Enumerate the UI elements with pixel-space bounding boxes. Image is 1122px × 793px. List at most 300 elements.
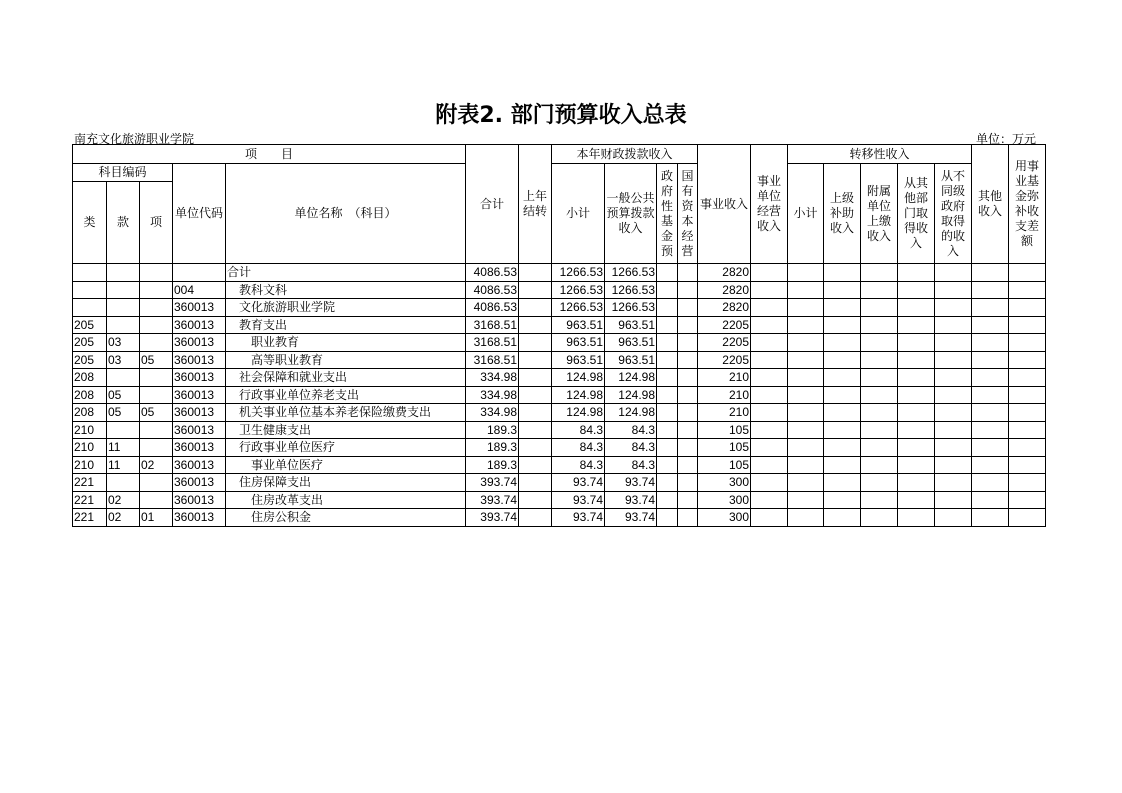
empty-cell bbox=[1009, 369, 1046, 387]
cell-fiscal-subtotal: 1266.53 bbox=[552, 264, 605, 282]
cell-kuan bbox=[107, 369, 140, 387]
empty-cell bbox=[935, 369, 972, 387]
cell-fiscal-subtotal: 963.51 bbox=[552, 351, 605, 369]
header-state-capital: 国有资本经营 bbox=[678, 164, 698, 264]
empty-cell bbox=[788, 474, 824, 492]
cell-total: 393.74 bbox=[466, 474, 519, 492]
empty-cell bbox=[935, 474, 972, 492]
cell-total: 4086.53 bbox=[466, 281, 519, 299]
table-row bbox=[73, 509, 1046, 527]
header-gov-fund: 政府性基金预 bbox=[657, 164, 678, 264]
cell-unit-code bbox=[173, 264, 226, 282]
empty-cell bbox=[898, 369, 935, 387]
cell-general-budget: 963.51 bbox=[605, 351, 657, 369]
cell-general-budget: 1266.53 bbox=[605, 281, 657, 299]
empty-cell bbox=[751, 439, 788, 457]
empty-cell bbox=[788, 264, 824, 282]
empty-cell bbox=[824, 456, 861, 474]
cell-gov-fund bbox=[657, 491, 678, 509]
cell-xiang: 05 bbox=[140, 404, 173, 422]
empty-cell bbox=[1009, 386, 1046, 404]
cell-gov-fund bbox=[657, 264, 678, 282]
empty-cell bbox=[788, 316, 824, 334]
cell-last-year-carry bbox=[519, 281, 552, 299]
cell-business-income: 300 bbox=[698, 491, 751, 509]
cell-kuan: 02 bbox=[107, 491, 140, 509]
header-operating-income: 事业单位经营收入 bbox=[751, 145, 788, 264]
empty-cell bbox=[1009, 351, 1046, 369]
cell-total: 334.98 bbox=[466, 386, 519, 404]
empty-cell bbox=[972, 351, 1009, 369]
cell-gov-fund bbox=[657, 281, 678, 299]
cell-state-capital bbox=[678, 439, 698, 457]
cell-gov-fund bbox=[657, 334, 678, 352]
cell-xiang bbox=[140, 316, 173, 334]
cell-kuan: 11 bbox=[107, 456, 140, 474]
cell-state-capital bbox=[678, 316, 698, 334]
cell-kuan bbox=[107, 474, 140, 492]
cell-gov-fund bbox=[657, 456, 678, 474]
header-xiang: 项 bbox=[140, 182, 173, 264]
cell-lei: 205 bbox=[73, 316, 107, 334]
table-row bbox=[73, 351, 1046, 369]
table-row bbox=[73, 439, 1046, 457]
cell-unit-code: 360013 bbox=[173, 351, 226, 369]
cell-total: 3168.51 bbox=[466, 316, 519, 334]
empty-cell bbox=[788, 439, 824, 457]
empty-cell bbox=[751, 509, 788, 527]
cell-unit-code: 360013 bbox=[173, 456, 226, 474]
cell-business-income: 300 bbox=[698, 509, 751, 527]
cell-kuan: 02 bbox=[107, 509, 140, 527]
empty-cell bbox=[861, 299, 898, 317]
empty-cell bbox=[824, 316, 861, 334]
cell-general-budget: 963.51 bbox=[605, 334, 657, 352]
cell-state-capital bbox=[678, 456, 698, 474]
cell-lei: 210 bbox=[73, 456, 107, 474]
empty-cell bbox=[824, 439, 861, 457]
cell-lei: 208 bbox=[73, 369, 107, 387]
cell-last-year-carry bbox=[519, 369, 552, 387]
empty-cell bbox=[898, 439, 935, 457]
empty-cell bbox=[751, 369, 788, 387]
cell-lei: 205 bbox=[73, 351, 107, 369]
cell-state-capital bbox=[678, 334, 698, 352]
table-row bbox=[73, 334, 1046, 352]
cell-business-income: 2205 bbox=[698, 334, 751, 352]
cell-unit-code: 360013 bbox=[173, 299, 226, 317]
cell-gov-fund bbox=[657, 386, 678, 404]
cell-unit-code: 360013 bbox=[173, 369, 226, 387]
cell-xiang bbox=[140, 439, 173, 457]
cell-state-capital bbox=[678, 281, 698, 299]
cell-unit-name: 文化旅游职业学院 bbox=[226, 299, 466, 317]
empty-cell bbox=[824, 299, 861, 317]
empty-cell bbox=[972, 386, 1009, 404]
cell-kuan bbox=[107, 421, 140, 439]
cell-general-budget: 1266.53 bbox=[605, 299, 657, 317]
cell-state-capital bbox=[678, 351, 698, 369]
empty-cell bbox=[861, 264, 898, 282]
empty-cell bbox=[824, 334, 861, 352]
empty-cell bbox=[935, 264, 972, 282]
cell-lei: 208 bbox=[73, 404, 107, 422]
cell-lei: 221 bbox=[73, 491, 107, 509]
empty-cell bbox=[824, 421, 861, 439]
cell-total: 393.74 bbox=[466, 491, 519, 509]
header-diff-level-gov: 从不同级政府取得的收入 bbox=[935, 164, 972, 264]
empty-cell bbox=[861, 316, 898, 334]
empty-cell bbox=[824, 351, 861, 369]
cell-unit-name: 行政事业单位养老支出 bbox=[226, 386, 466, 404]
empty-cell bbox=[788, 421, 824, 439]
table-row bbox=[73, 474, 1046, 492]
header-lei: 类 bbox=[73, 182, 107, 264]
unit-label: 单位：万元 bbox=[976, 132, 1037, 146]
empty-cell bbox=[935, 404, 972, 422]
empty-cell bbox=[751, 474, 788, 492]
table-row bbox=[73, 456, 1046, 474]
cell-lei bbox=[73, 299, 107, 317]
empty-cell bbox=[1009, 439, 1046, 457]
empty-cell bbox=[935, 351, 972, 369]
cell-state-capital bbox=[678, 264, 698, 282]
empty-cell bbox=[1009, 474, 1046, 492]
empty-cell bbox=[751, 386, 788, 404]
empty-cell bbox=[861, 404, 898, 422]
empty-cell bbox=[935, 299, 972, 317]
empty-cell bbox=[861, 351, 898, 369]
cell-last-year-carry bbox=[519, 299, 552, 317]
empty-cell bbox=[824, 509, 861, 527]
empty-cell bbox=[788, 299, 824, 317]
budget-income-table bbox=[72, 144, 1046, 527]
cell-kuan bbox=[107, 264, 140, 282]
empty-cell bbox=[861, 474, 898, 492]
cell-last-year-carry bbox=[519, 264, 552, 282]
header-transfer-subtotal: 小计 bbox=[788, 164, 824, 264]
cell-kuan bbox=[107, 316, 140, 334]
cell-xiang bbox=[140, 491, 173, 509]
cell-lei: 221 bbox=[73, 474, 107, 492]
cell-fiscal-subtotal: 124.98 bbox=[552, 386, 605, 404]
cell-last-year-carry bbox=[519, 386, 552, 404]
cell-xiang bbox=[140, 386, 173, 404]
empty-cell bbox=[824, 404, 861, 422]
header-affiliated-income: 附属单位上缴收入 bbox=[861, 164, 898, 264]
cell-unit-name: 住房改革支出 bbox=[226, 491, 466, 509]
empty-cell bbox=[935, 421, 972, 439]
cell-lei: 210 bbox=[73, 421, 107, 439]
cell-xiang bbox=[140, 474, 173, 492]
cell-gov-fund bbox=[657, 474, 678, 492]
empty-cell bbox=[898, 456, 935, 474]
empty-cell bbox=[972, 369, 1009, 387]
empty-cell bbox=[788, 456, 824, 474]
cell-unit-name: 职业教育 bbox=[226, 334, 466, 352]
cell-business-income: 105 bbox=[698, 439, 751, 457]
header-business-income: 事业收入 bbox=[698, 145, 751, 264]
cell-business-income: 210 bbox=[698, 386, 751, 404]
empty-cell bbox=[972, 404, 1009, 422]
cell-business-income: 2820 bbox=[698, 281, 751, 299]
cell-kuan: 05 bbox=[107, 404, 140, 422]
cell-unit-code: 360013 bbox=[173, 316, 226, 334]
cell-business-income: 210 bbox=[698, 369, 751, 387]
cell-kuan: 03 bbox=[107, 334, 140, 352]
cell-unit-name: 社会保障和就业支出 bbox=[226, 369, 466, 387]
table-row bbox=[73, 421, 1046, 439]
empty-cell bbox=[1009, 421, 1046, 439]
empty-cell bbox=[751, 491, 788, 509]
cell-last-year-carry bbox=[519, 421, 552, 439]
empty-cell bbox=[1009, 404, 1046, 422]
cell-state-capital bbox=[678, 421, 698, 439]
empty-cell bbox=[1009, 491, 1046, 509]
cell-unit-code: 004 bbox=[173, 281, 226, 299]
table-row bbox=[73, 369, 1046, 387]
empty-cell bbox=[972, 509, 1009, 527]
cell-unit-code: 360013 bbox=[173, 421, 226, 439]
cell-xiang: 01 bbox=[140, 509, 173, 527]
cell-business-income: 2820 bbox=[698, 264, 751, 282]
cell-business-income: 105 bbox=[698, 421, 751, 439]
cell-general-budget: 93.74 bbox=[605, 474, 657, 492]
cell-xiang bbox=[140, 369, 173, 387]
cell-fiscal-subtotal: 124.98 bbox=[552, 404, 605, 422]
cell-total: 189.3 bbox=[466, 439, 519, 457]
empty-cell bbox=[935, 491, 972, 509]
cell-unit-name: 机关事业单位基本养老保险缴费支出 bbox=[226, 404, 466, 422]
cell-total: 393.74 bbox=[466, 509, 519, 527]
cell-last-year-carry bbox=[519, 439, 552, 457]
empty-cell bbox=[788, 404, 824, 422]
empty-cell bbox=[972, 299, 1009, 317]
cell-total: 4086.53 bbox=[466, 299, 519, 317]
cell-unit-code: 360013 bbox=[173, 509, 226, 527]
cell-general-budget: 963.51 bbox=[605, 316, 657, 334]
empty-cell bbox=[861, 369, 898, 387]
cell-fiscal-subtotal: 1266.53 bbox=[552, 281, 605, 299]
table-row bbox=[73, 264, 1046, 282]
cell-last-year-carry bbox=[519, 334, 552, 352]
cell-gov-fund bbox=[657, 351, 678, 369]
empty-cell bbox=[1009, 334, 1046, 352]
cell-total: 4086.53 bbox=[466, 264, 519, 282]
empty-cell bbox=[935, 386, 972, 404]
cell-unit-code: 360013 bbox=[173, 386, 226, 404]
empty-cell bbox=[751, 351, 788, 369]
empty-cell bbox=[824, 491, 861, 509]
cell-unit-name: 教育支出 bbox=[226, 316, 466, 334]
empty-cell bbox=[972, 316, 1009, 334]
header-kuan: 款 bbox=[107, 182, 140, 264]
cell-state-capital bbox=[678, 491, 698, 509]
empty-cell bbox=[824, 281, 861, 299]
cell-xiang bbox=[140, 299, 173, 317]
cell-xiang bbox=[140, 334, 173, 352]
empty-cell bbox=[972, 456, 1009, 474]
cell-state-capital bbox=[678, 299, 698, 317]
empty-cell bbox=[861, 439, 898, 457]
cell-gov-fund bbox=[657, 316, 678, 334]
empty-cell bbox=[935, 316, 972, 334]
empty-cell bbox=[898, 509, 935, 527]
empty-cell bbox=[861, 421, 898, 439]
empty-cell bbox=[1009, 456, 1046, 474]
cell-lei: 221 bbox=[73, 509, 107, 527]
cell-general-budget: 84.3 bbox=[605, 439, 657, 457]
cell-gov-fund bbox=[657, 404, 678, 422]
empty-cell bbox=[1009, 299, 1046, 317]
cell-general-budget: 93.74 bbox=[605, 491, 657, 509]
cell-fiscal-subtotal: 93.74 bbox=[552, 474, 605, 492]
empty-cell bbox=[1009, 316, 1046, 334]
cell-state-capital bbox=[678, 386, 698, 404]
empty-cell bbox=[972, 334, 1009, 352]
cell-gov-fund bbox=[657, 369, 678, 387]
cell-total: 3168.51 bbox=[466, 351, 519, 369]
cell-unit-name: 行政事业单位医疗 bbox=[226, 439, 466, 457]
cell-state-capital bbox=[678, 509, 698, 527]
cell-xiang: 05 bbox=[140, 351, 173, 369]
cell-unit-code: 360013 bbox=[173, 474, 226, 492]
cell-gov-fund bbox=[657, 299, 678, 317]
cell-gov-fund bbox=[657, 509, 678, 527]
header-project: 项 目 bbox=[73, 145, 466, 164]
cell-kuan bbox=[107, 281, 140, 299]
cell-unit-name: 教科文科 bbox=[226, 281, 466, 299]
empty-cell bbox=[972, 439, 1009, 457]
table-row bbox=[73, 281, 1046, 299]
cell-fiscal-subtotal: 963.51 bbox=[552, 334, 605, 352]
empty-cell bbox=[898, 281, 935, 299]
empty-cell bbox=[898, 404, 935, 422]
header-fund-balance: 用事业基金弥补收支差额 bbox=[1009, 145, 1046, 264]
table-row bbox=[73, 386, 1046, 404]
empty-cell bbox=[972, 264, 1009, 282]
empty-cell bbox=[751, 404, 788, 422]
cell-fiscal-subtotal: 124.98 bbox=[552, 369, 605, 387]
header-superior-subsidy: 上级补助收入 bbox=[824, 164, 861, 264]
cell-fiscal-subtotal: 93.74 bbox=[552, 509, 605, 527]
header-unit-code: 单位代码 bbox=[173, 164, 226, 264]
empty-cell bbox=[788, 281, 824, 299]
cell-unit-name: 卫生健康支出 bbox=[226, 421, 466, 439]
cell-state-capital bbox=[678, 369, 698, 387]
empty-cell bbox=[972, 421, 1009, 439]
header-other-income: 其他收入 bbox=[972, 145, 1009, 264]
cell-unit-name: 高等职业教育 bbox=[226, 351, 466, 369]
empty-cell bbox=[788, 386, 824, 404]
empty-cell bbox=[788, 351, 824, 369]
empty-cell bbox=[972, 491, 1009, 509]
cell-total: 334.98 bbox=[466, 404, 519, 422]
empty-cell bbox=[824, 474, 861, 492]
cell-kuan bbox=[107, 299, 140, 317]
cell-unit-name: 事业单位医疗 bbox=[226, 456, 466, 474]
cell-last-year-carry bbox=[519, 316, 552, 334]
empty-cell bbox=[1009, 509, 1046, 527]
empty-cell bbox=[824, 386, 861, 404]
empty-cell bbox=[935, 439, 972, 457]
table-row bbox=[73, 316, 1046, 334]
header-fiscal-subtotal: 小计 bbox=[552, 164, 605, 264]
cell-kuan: 05 bbox=[107, 386, 140, 404]
cell-kuan: 11 bbox=[107, 439, 140, 457]
empty-cell bbox=[898, 491, 935, 509]
cell-lei: 208 bbox=[73, 386, 107, 404]
empty-cell bbox=[861, 281, 898, 299]
cell-general-budget: 93.74 bbox=[605, 509, 657, 527]
empty-cell bbox=[898, 386, 935, 404]
table-row bbox=[73, 491, 1046, 509]
empty-cell bbox=[935, 456, 972, 474]
cell-xiang bbox=[140, 281, 173, 299]
cell-gov-fund bbox=[657, 421, 678, 439]
cell-unit-name: 合计 bbox=[226, 264, 466, 282]
page-title: 附表2. 部门预算收入总表 bbox=[435, 103, 687, 128]
cell-lei: 210 bbox=[73, 439, 107, 457]
cell-general-budget: 1266.53 bbox=[605, 264, 657, 282]
empty-cell bbox=[751, 421, 788, 439]
cell-lei bbox=[73, 264, 107, 282]
table-row bbox=[73, 404, 1046, 422]
empty-cell bbox=[898, 474, 935, 492]
cell-xiang bbox=[140, 264, 173, 282]
cell-fiscal-subtotal: 84.3 bbox=[552, 421, 605, 439]
cell-total: 189.3 bbox=[466, 421, 519, 439]
empty-cell bbox=[824, 264, 861, 282]
empty-cell bbox=[972, 281, 1009, 299]
cell-total: 334.98 bbox=[466, 369, 519, 387]
cell-unit-name: 住房保障支出 bbox=[226, 474, 466, 492]
cell-unit-code: 360013 bbox=[173, 439, 226, 457]
empty-cell bbox=[898, 421, 935, 439]
empty-cell bbox=[1009, 281, 1046, 299]
empty-cell bbox=[751, 281, 788, 299]
header-unit-name: 单位名称 （科目） bbox=[226, 164, 466, 264]
empty-cell bbox=[935, 509, 972, 527]
cell-business-income: 2205 bbox=[698, 316, 751, 334]
cell-last-year-carry bbox=[519, 491, 552, 509]
empty-cell bbox=[935, 334, 972, 352]
cell-unit-code: 360013 bbox=[173, 404, 226, 422]
cell-general-budget: 124.98 bbox=[605, 386, 657, 404]
header-total: 合计 bbox=[466, 145, 519, 264]
cell-unit-name: 住房公积金 bbox=[226, 509, 466, 527]
empty-cell bbox=[898, 334, 935, 352]
cell-fiscal-subtotal: 84.3 bbox=[552, 439, 605, 457]
cell-general-budget: 84.3 bbox=[605, 456, 657, 474]
cell-last-year-carry bbox=[519, 509, 552, 527]
cell-kuan: 03 bbox=[107, 351, 140, 369]
organization-name: 南充文化旅游职业学院 bbox=[74, 132, 195, 146]
empty-cell bbox=[861, 386, 898, 404]
table-body bbox=[73, 264, 1046, 527]
cell-last-year-carry bbox=[519, 474, 552, 492]
cell-fiscal-subtotal: 84.3 bbox=[552, 456, 605, 474]
cell-business-income: 300 bbox=[698, 474, 751, 492]
empty-cell bbox=[751, 456, 788, 474]
cell-total: 3168.51 bbox=[466, 334, 519, 352]
cell-unit-code: 360013 bbox=[173, 491, 226, 509]
cell-fiscal-subtotal: 963.51 bbox=[552, 316, 605, 334]
empty-cell bbox=[898, 316, 935, 334]
header-other-dept: 从其他部门取得收入 bbox=[898, 164, 935, 264]
empty-cell bbox=[1009, 264, 1046, 282]
header-transfer-group: 转移性收入 bbox=[788, 145, 972, 164]
